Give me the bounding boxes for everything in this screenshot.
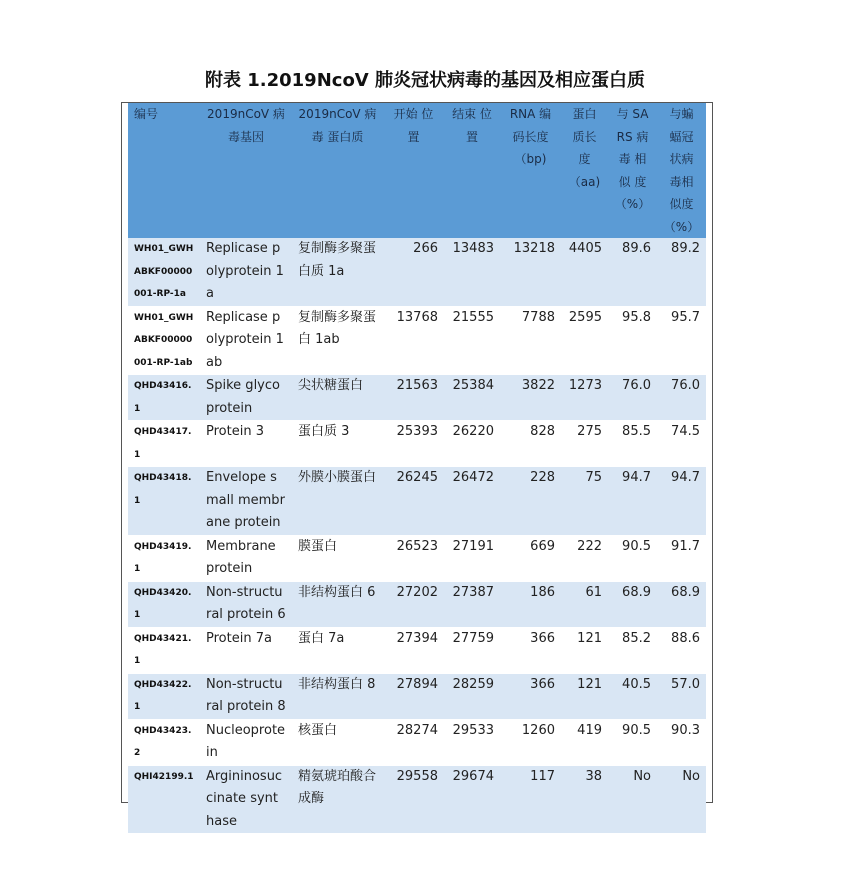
cell-rna-length: 828 xyxy=(500,421,561,467)
cell-bat-similarity: 91.7 xyxy=(657,535,706,581)
cell-protein: 膜蛋白 xyxy=(292,535,383,581)
cell-gene: Nucleoprotein xyxy=(200,719,292,765)
cell-end: 27387 xyxy=(444,581,500,627)
table-row xyxy=(128,467,706,536)
cell-sars-similarity: 85.5 xyxy=(608,421,657,467)
cell-start: 21563 xyxy=(383,375,444,421)
cell-protein: 复制酶多聚蛋白质 1a xyxy=(292,238,383,306)
cell-gene: Replicase polyprotein 1ab xyxy=(200,306,292,375)
cell-id: QHD43418.1 xyxy=(128,467,200,536)
cell-protein: 复制酶多聚蛋白 1ab xyxy=(292,306,383,375)
cell-gene: Argininosuccinate synthase xyxy=(200,765,292,834)
col-header-sars-similarity: 与 SARS 病毒 相似 度 （%） xyxy=(608,103,657,238)
cell-protein-length: 1273 xyxy=(561,375,608,421)
table-row xyxy=(128,765,706,834)
cell-rna-length: 366 xyxy=(500,673,561,719)
col-header-gene: 2019nCoV 病毒基因 xyxy=(200,103,292,238)
cell-rna-length: 13218 xyxy=(500,238,561,306)
col-header-bat-similarity: 与蝙 蝠冠 状病 毒相 似度 （%） xyxy=(657,103,706,238)
cell-end: 25384 xyxy=(444,375,500,421)
cell-id: QHD43416.1 xyxy=(128,375,200,421)
cell-bat-similarity: 95.7 xyxy=(657,306,706,375)
cell-rna-length: 117 xyxy=(500,765,561,834)
cell-sars-similarity: 94.7 xyxy=(608,467,657,536)
cell-sars-similarity: 95.8 xyxy=(608,306,657,375)
col-header-end: 结束 位置 xyxy=(444,103,500,238)
cell-id: WH01_GWHABKF00000001-RP-1a xyxy=(128,238,200,306)
cell-start: 26245 xyxy=(383,467,444,536)
cell-bat-similarity: No xyxy=(657,765,706,834)
cell-protein-length: 121 xyxy=(561,673,608,719)
cell-protein: 外膜小膜蛋白 xyxy=(292,467,383,536)
cell-protein: 核蛋白 xyxy=(292,719,383,765)
cell-id: QHD43417.1 xyxy=(128,421,200,467)
cell-sars-similarity: 90.5 xyxy=(608,535,657,581)
cell-sars-similarity: 40.5 xyxy=(608,673,657,719)
cell-protein: 蛋白 7a xyxy=(292,627,383,673)
cell-gene: Membrane protein xyxy=(200,535,292,581)
cell-bat-similarity: 94.7 xyxy=(657,467,706,536)
cell-end: 21555 xyxy=(444,306,500,375)
cell-bat-similarity: 76.0 xyxy=(657,375,706,421)
cell-start: 27394 xyxy=(383,627,444,673)
cell-gene: Non-structural protein 6 xyxy=(200,581,292,627)
cell-sars-similarity: 85.2 xyxy=(608,627,657,673)
cell-protein-length: 419 xyxy=(561,719,608,765)
cell-rna-length: 366 xyxy=(500,627,561,673)
cell-bat-similarity: 68.9 xyxy=(657,581,706,627)
table-header xyxy=(128,103,706,238)
cell-end: 27191 xyxy=(444,535,500,581)
cell-sars-similarity: 89.6 xyxy=(608,238,657,306)
cell-start: 26523 xyxy=(383,535,444,581)
cell-bat-similarity: 89.2 xyxy=(657,238,706,306)
cell-gene: Spike glycoprotein xyxy=(200,375,292,421)
cell-protein-length: 4405 xyxy=(561,238,608,306)
cell-start: 27894 xyxy=(383,673,444,719)
cell-id: QHI42199.1 xyxy=(128,765,200,834)
cell-id: QHD43419.1 xyxy=(128,535,200,581)
cell-rna-length: 7788 xyxy=(500,306,561,375)
cell-start: 25393 xyxy=(383,421,444,467)
cell-sars-similarity: 90.5 xyxy=(608,719,657,765)
cell-rna-length: 669 xyxy=(500,535,561,581)
cell-gene: Envelope small membrane protein xyxy=(200,467,292,536)
cell-end: 26472 xyxy=(444,467,500,536)
cell-id: QHD43422.1 xyxy=(128,673,200,719)
cell-protein: 非结构蛋白 6 xyxy=(292,581,383,627)
cell-protein: 非结构蛋白 8 xyxy=(292,673,383,719)
cell-gene: Protein 3 xyxy=(200,421,292,467)
cell-end: 29674 xyxy=(444,765,500,834)
cell-end: 29533 xyxy=(444,719,500,765)
cell-gene: Replicase polyprotein 1a xyxy=(200,238,292,306)
gene-protein-table xyxy=(128,103,706,834)
cell-bat-similarity: 90.3 xyxy=(657,719,706,765)
cell-id: QHD43423.2 xyxy=(128,719,200,765)
cell-sars-similarity: 76.0 xyxy=(608,375,657,421)
table-row xyxy=(128,627,706,673)
table-row xyxy=(128,306,706,375)
col-header-protein: 2019nCoV 病毒 蛋白质 xyxy=(292,103,383,238)
cell-protein-length: 2595 xyxy=(561,306,608,375)
table-row xyxy=(128,421,706,467)
table-row xyxy=(128,238,706,306)
cell-gene: Non-structural protein 8 xyxy=(200,673,292,719)
table-row xyxy=(128,673,706,719)
cell-id: QHD43420.1 xyxy=(128,581,200,627)
table-body xyxy=(128,238,706,834)
col-header-id: 编号 xyxy=(128,103,200,238)
cell-protein-length: 222 xyxy=(561,535,608,581)
cell-protein-length: 75 xyxy=(561,467,608,536)
cell-rna-length: 3822 xyxy=(500,375,561,421)
col-header-protein-length: 蛋白 质长 度 （aa) xyxy=(561,103,608,238)
cell-rna-length: 186 xyxy=(500,581,561,627)
cell-id: QHD43421.1 xyxy=(128,627,200,673)
cell-protein-length: 121 xyxy=(561,627,608,673)
cell-protein: 尖状糖蛋白 xyxy=(292,375,383,421)
cell-sars-similarity: 68.9 xyxy=(608,581,657,627)
table-row xyxy=(128,719,706,765)
cell-end: 13483 xyxy=(444,238,500,306)
cell-id: WH01_GWHABKF00000001-RP-1ab xyxy=(128,306,200,375)
cell-rna-length: 228 xyxy=(500,467,561,536)
cell-end: 27759 xyxy=(444,627,500,673)
cell-bat-similarity: 57.0 xyxy=(657,673,706,719)
cell-protein-length: 38 xyxy=(561,765,608,834)
cell-rna-length: 1260 xyxy=(500,719,561,765)
cell-start: 27202 xyxy=(383,581,444,627)
col-header-start: 开始 位置 xyxy=(383,103,444,238)
cell-sars-similarity: No xyxy=(608,765,657,834)
cell-start: 266 xyxy=(383,238,444,306)
cell-end: 28259 xyxy=(444,673,500,719)
table-row xyxy=(128,581,706,627)
cell-bat-similarity: 74.5 xyxy=(657,421,706,467)
table-row xyxy=(128,535,706,581)
cell-start: 13768 xyxy=(383,306,444,375)
cell-end: 26220 xyxy=(444,421,500,467)
table-row xyxy=(128,375,706,421)
cell-protein: 精氨琥珀酸合成酶 xyxy=(292,765,383,834)
cell-protein-length: 61 xyxy=(561,581,608,627)
cell-gene: Protein 7a xyxy=(200,627,292,673)
page-title: 附表 1.2019NcoV 肺炎冠状病毒的基因及相应蛋白质 xyxy=(204,70,646,91)
col-header-rna-length: RNA 编 码长度 （bp) xyxy=(500,103,561,238)
cell-start: 28274 xyxy=(383,719,444,765)
cell-protein: 蛋白质 3 xyxy=(292,421,383,467)
cell-start: 29558 xyxy=(383,765,444,834)
cell-bat-similarity: 88.6 xyxy=(657,627,706,673)
cell-protein-length: 275 xyxy=(561,421,608,467)
